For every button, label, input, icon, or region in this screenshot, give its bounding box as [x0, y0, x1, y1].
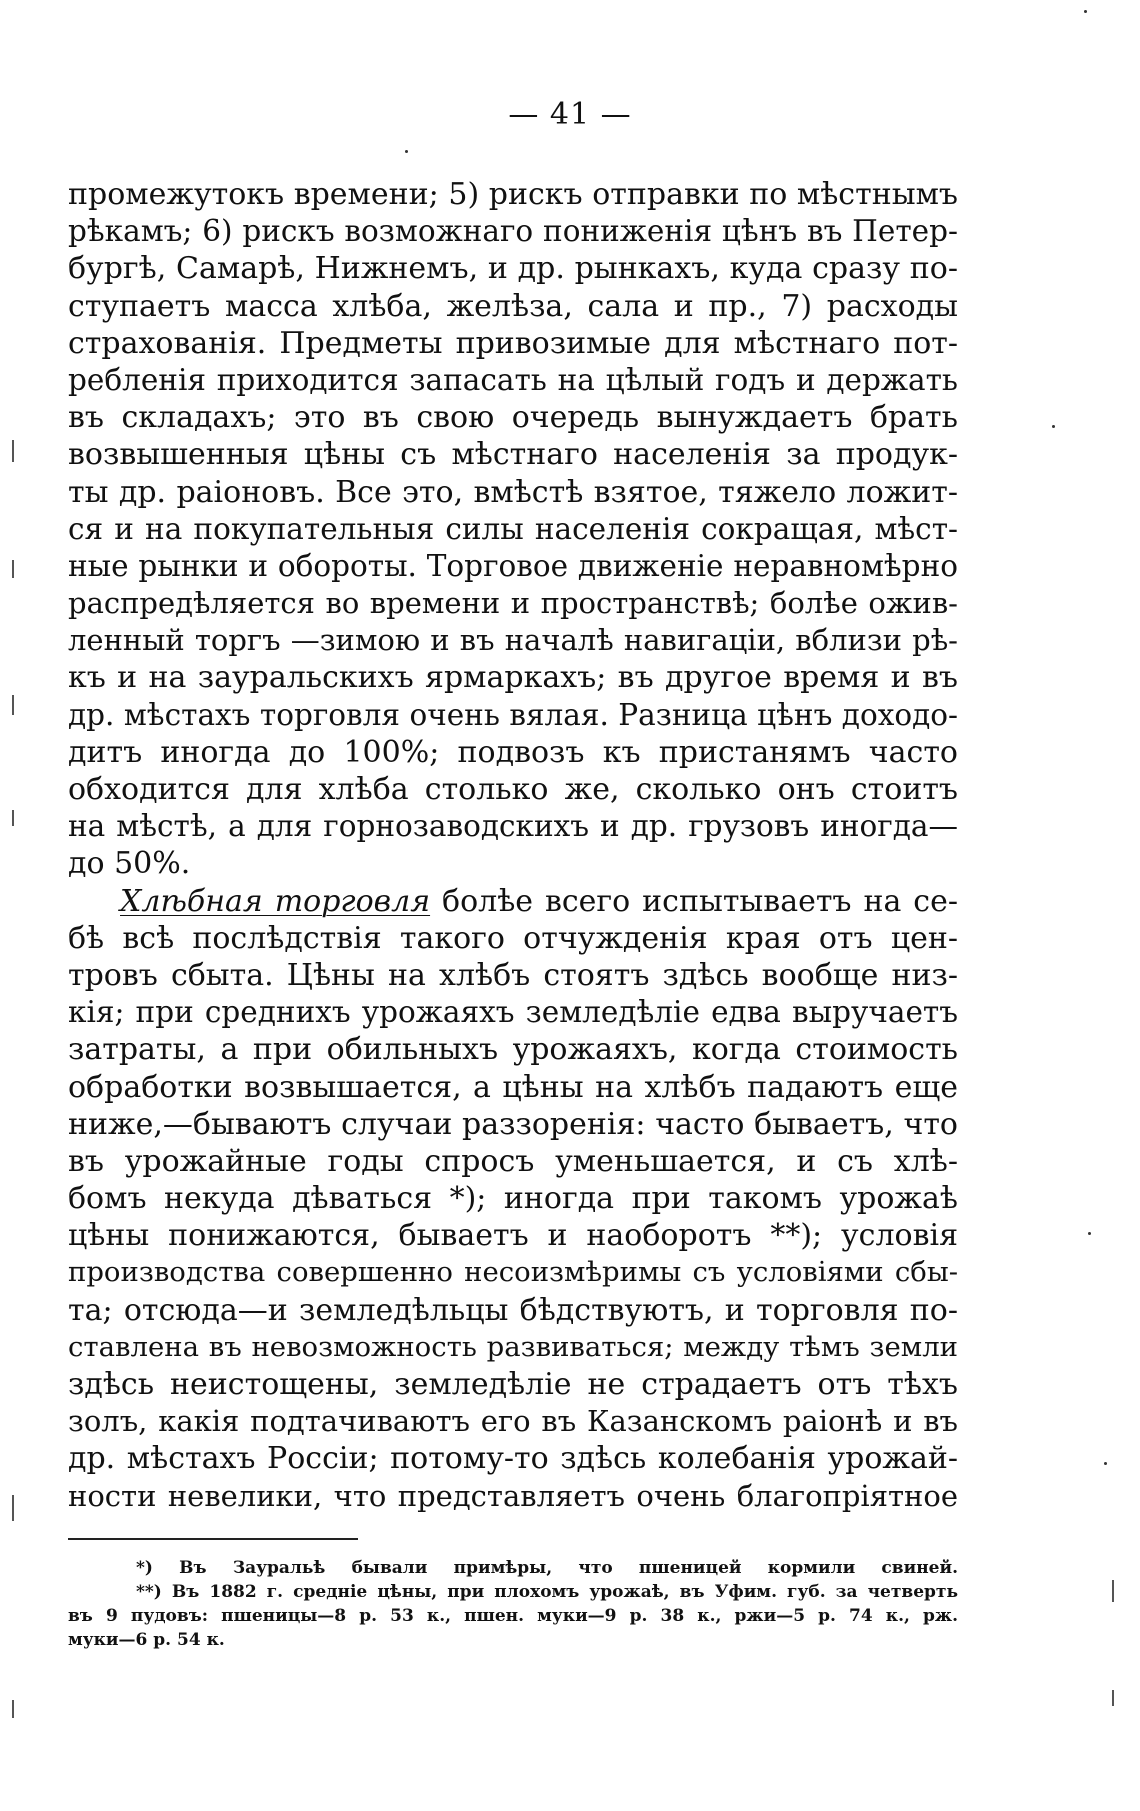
text-line: ниже,—бываютъ случаи раззоренія: часто бываетъ, что — [68, 1106, 958, 1142]
body-text — [68, 176, 958, 1515]
footnote-line: муки—6 р. 54 к. — [68, 1630, 225, 1650]
text-line: др. мѣстахъ торговля очень вялая. Разница цѣнъ доходо- — [68, 697, 958, 732]
text-line: золъ, какія подтачиваютъ его въ Казанскомъ раіонѣ и въ — [68, 1404, 958, 1439]
text-line: страхованія. Предметы привозимые для мѣстнаго пот- — [68, 325, 958, 361]
footnotes — [68, 1556, 958, 1652]
text-line: дитъ иногда до 100%; подвозъ къ пристанямъ часто — [68, 734, 958, 770]
text-line: къ и на зауральскихъ ярмаркахъ; въ другое время и въ — [68, 660, 958, 696]
paragraph-start-rest: болѣе всего испытываетъ на се- — [430, 883, 958, 919]
footnote-line: *) Въ Зауральѣ бывали примѣры, что пшеницей кормили свиней. — [136, 1558, 958, 1578]
text-line: производства совершенно несоизмѣримы съ условіями сбы- — [68, 1256, 958, 1289]
scan-edge-mark — [12, 810, 14, 826]
text-line: обработки возвышается, а цѣны на хлѣбъ падаютъ еще — [68, 1069, 958, 1105]
text-line: кія; при среднихъ урожаяхъ земледѣліе едва выручаетъ — [68, 995, 958, 1030]
scan-edge-mark — [12, 440, 14, 462]
scan-edge-mark — [1112, 1690, 1114, 1706]
scan-edge-mark — [12, 1700, 14, 1718]
italic-heading-phrase: Хлѣбная торговля — [120, 883, 431, 919]
text-line: ленный торгъ —зимою и въ началѣ навигаціи, вблизи рѣ- — [68, 623, 958, 658]
text-line: рѣкамъ; 6) рискъ возможнаго пониженія цѣнъ въ Петер- — [68, 214, 958, 249]
text-line: ты др. раіоновъ. Все это, вмѣстѣ взятое, тяжело ложит- — [68, 474, 958, 510]
scan-edge-mark — [12, 1495, 14, 1521]
scan-edge-mark — [1112, 1580, 1114, 1602]
text-line: обходится для хлѣба столько же, сколько онъ стоитъ — [68, 772, 958, 807]
text-line: ребленія приходится запасать на цѣлый годъ и держать — [68, 362, 958, 397]
text-line: на мѣстѣ, а для горнозаводскихъ и др. грузовъ иногда— — [68, 809, 958, 844]
text-line: др. мѣстахъ Россіи; потому-то здѣсь колебанія урожай- — [68, 1441, 958, 1477]
text-line: распредѣляется во времени и пространствѣ; болѣе ожив- — [68, 586, 958, 621]
text-line: тровъ сбыта. Цѣны на хлѣбъ стоятъ здѣсь вообще низ- — [68, 957, 958, 993]
scan-speck — [405, 150, 408, 153]
footnote-line: въ 9 пудовъ: пшеницы—8 р. 53 к., пшен. муки—9 р. 38 к., ржи—5 р. 74 к., рж. — [68, 1606, 958, 1626]
footnote-divider — [68, 1538, 358, 1540]
text-line: ся и на покупательныя силы населенія сокращая, мѣст- — [68, 511, 958, 546]
page-number: — 41 — — [508, 97, 632, 132]
footnote-line: **) Въ 1882 г. средніе цѣны, при плохомъ урожаѣ, въ Уфим. губ. за четверть — [136, 1582, 958, 1602]
scan-speck — [1052, 425, 1055, 428]
text-line: бомъ некуда дѣваться *); иногда при такомъ урожаѣ — [68, 1181, 958, 1217]
text-line: бургѣ, Самарѣ, Нижнемъ, и др. рынкахъ, куда сразу по- — [68, 251, 958, 287]
text-line: въ урожайные годы спросъ уменьшается, и съ хлѣ- — [68, 1143, 958, 1179]
scan-speck — [1104, 1462, 1107, 1465]
text-line: ности невелики, что представляетъ очень благопріятное — [68, 1478, 958, 1513]
text-line: бѣ всѣ послѣдствія такого отчужденія края отъ цен- — [68, 920, 958, 956]
text-line: въ складахъ; это въ свою очередь вынуждаетъ брать — [68, 400, 958, 436]
text-line: затраты, а при обильныхъ урожаяхъ, когда стоимость — [68, 1032, 958, 1068]
text-line: ставлена въ невозможность развиваться; между тѣмъ земли — [68, 1330, 958, 1363]
text-line: промежутокъ времени; 5) рискъ отправки по мѣстнымъ — [68, 177, 958, 212]
scan-edge-mark — [12, 560, 14, 578]
text-line: до 50%. — [68, 846, 191, 882]
scan-speck — [1088, 1232, 1091, 1235]
text-line: ступаетъ масса хлѣба, желѣза, сала и пр., 7) расходы — [68, 288, 958, 324]
paragraph-start-line — [68, 883, 958, 920]
text-line: здѣсь неистощены, земледѣліе не страдаетъ отъ тѣхъ — [68, 1367, 958, 1402]
scan-edge-mark — [12, 695, 14, 715]
text-line: цѣны понижаются, бываетъ и наоборотъ **); условія — [68, 1218, 958, 1254]
text-line: та; отсюда—и земледѣльцы бѣдствуютъ, и торговля по- — [68, 1292, 958, 1328]
text-line: возвышенныя цѣны съ мѣстнаго населенія за продук- — [68, 437, 958, 473]
text-line: ные рынки и обороты. Торговое движеніе неравномѣрно — [68, 548, 958, 583]
scan-speck — [1084, 10, 1087, 13]
